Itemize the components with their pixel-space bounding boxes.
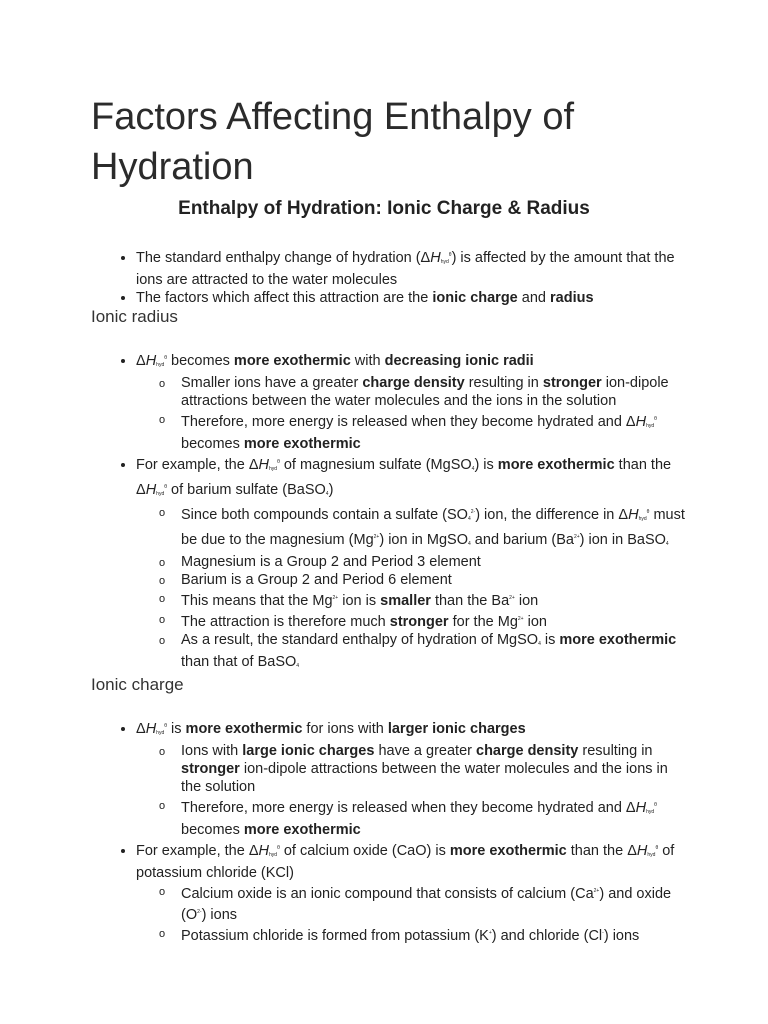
sub-list-item: o Magnesium is a Group 2 and Period 3 element <box>181 553 691 571</box>
document-page <box>91 92 691 945</box>
sub-list-item: o Calcium oxide is an ionic compound that consists of calcium $(Ca^{2+})$ and oxide $(O^{2-})$ ions <box>181 882 691 924</box>
sub-list <box>136 742 691 839</box>
list-item: • For example, the $\Delta H_{hyd}^\theta$ of calcium oxide (CaO) is more exothermic than the $\Delta H_{hyd}^\theta$ of potassium chloride (KCl) o Calcium oxide is an ionic compound that consists of calcium $(Ca^{2+})$ and oxide $(O^{2-})$ ions o Potassium chloride is formed from potassium (K+) and chloride (Cl-) ions <box>136 839 691 945</box>
list-item: • The factors which affect this attraction are the ionic charge and radius <box>136 289 691 307</box>
sub-list-item: o Potassium chloride is formed from potassium (K+) and chloride (Cl-) ions <box>181 924 691 945</box>
list-item: • $\Delta H_{hyd}^\theta$ is more exothermic for ions with larger ionic charges o Ions with large ionic charges have a greater charge density resulting in stronger ion-dipole attractions between the water molecules and the ions in the solution o Therefore, more energy is released when they become hydrated and $\Delta H_{hyd}^\theta$ becomes more exothermic <box>136 717 691 839</box>
ionic-radius-list <box>91 349 691 675</box>
list-item: • For example, the $\Delta H_{hyd}^\theta$ of magnesium sulfate (MgSO$_4$) is more exothermic than the $\Delta H_{hyd}^\theta$ of barium sulfate (BaSO$_4$) o Since both compounds contain a sulfate $(SO_4^{2-})$ ion, the difference in $\Delta H_{hyd}^\theta$ must be due to the magnesium $(Mg^{2+})$ ion in MgSO$_4$ and barium $(Ba^{2+})$ ion in BaSO$_4$ o Magnesium is a Group 2 and Period 3 element o Barium is a Group 2 and Period 6 element o This means that the $Mg^{2+}$ ion is smaller than the $Ba^{2+}$ ion o The attraction is therefore much stronger for the $Mg^{2+}$ ion o As a result, the standard enthalpy of hydration of MgSO$_4$ is more exothermic than that of BaSO$_4$ <box>136 453 691 675</box>
section-heading-ionic-radius: Ionic radius <box>91 307 178 326</box>
list-item: • The standard enthalpy change of hydration $(\Delta H_{hyd}^\theta)$ is affected by the amount that the ions are attracted to the water molecules <box>136 246 691 289</box>
sub-list-item: o Since both compounds contain a sulfate $(SO_4^{2-})$ ion, the difference in $\Delta H_{hyd}^\theta$ must be due to the magnesium $(Mg^{2+})$ ion in MgSO$_4$ and barium $(Ba^{2+})$ ion in BaSO$_4$ <box>181 503 691 553</box>
sub-list-item: o Barium is a Group 2 and Period 6 element <box>181 571 691 589</box>
sub-list-item: o Smaller ions have a greater charge density resulting in stronger ion-dipole attractions between the water molecules and the ions in the solution <box>181 374 691 410</box>
page-title: Factors Affecting Enthalpy of Hydration <box>91 96 575 188</box>
ionic-charge-list <box>91 717 691 945</box>
sub-list-item: o Therefore, more energy is released when they become hydrated and $\Delta H_{hyd}^\theta$ becomes more exothermic <box>181 796 691 839</box>
sub-list <box>136 882 691 945</box>
intro-list <box>91 246 691 307</box>
section-heading-ionic-charge: Ionic charge <box>91 675 184 694</box>
sub-list-item: o The attraction is therefore much stronger for the $Mg^{2+}$ ion <box>181 610 691 631</box>
page-subtitle: Enthalpy of Hydration: Ionic Charge & Radius <box>178 198 590 219</box>
sub-list-item: o Therefore, more energy is released when they become hydrated and $\Delta H_{hyd}^\theta$ becomes more exothermic <box>181 410 691 453</box>
sub-list <box>136 503 691 675</box>
sub-list-item: o Ions with large ionic charges have a greater charge density resulting in stronger ion-dipole attractions between the water molecules and the ions in the solution <box>181 742 691 796</box>
list-item: • $\Delta H_{hyd}^\theta$ becomes more exothermic with decreasing ionic radii o Smaller ions have a greater charge density resulting in stronger ion-dipole attractions between the water molecules and the ions in the solution o Therefore, more energy is released when they become hydrated and $\Delta H_{hyd}^\theta$ becomes more exothermic <box>136 349 691 453</box>
sub-list <box>136 374 691 453</box>
sub-list-item: o As a result, the standard enthalpy of hydration of MgSO$_4$ is more exothermic than that of BaSO$_4$ <box>181 631 691 675</box>
sub-list-item: o This means that the $Mg^{2+}$ ion is smaller than the $Ba^{2+}$ ion <box>181 589 691 610</box>
